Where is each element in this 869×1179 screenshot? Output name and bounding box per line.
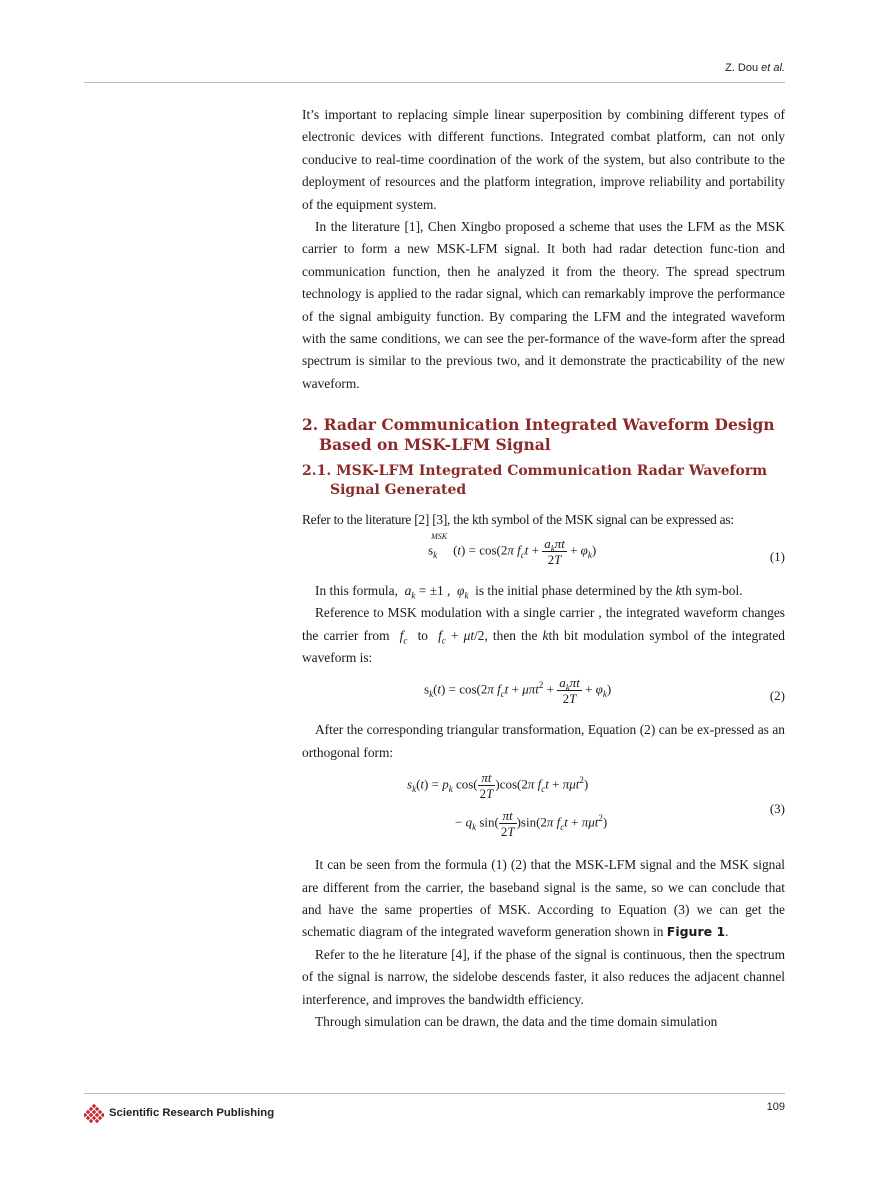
paragraph: Refer to the literature [2] [3], the kth symbol of the MSK signal can be expressed as: bbox=[302, 512, 734, 528]
header-author: Z. Dou et al. bbox=[725, 62, 785, 74]
equation-number: (2) bbox=[769, 688, 785, 704]
paragraph: Through simulation can be drawn, the data and the time domain simulation bbox=[315, 1013, 718, 1029]
paragraph: Reference to MSK modulation with a single carrier , the integrated waveform changes the carrier from $f_c$ to $f_c + \mu t/2$, then the kth bit modulation symbol of the integrated waveform is: bbox=[302, 605, 785, 665]
main-column bbox=[302, 104, 785, 1033]
equation-body: $s_k(t) = \cos(2\pi$ $f_ct + \mu\pi t^2$ + $\frac{a_k\pi t}{2T}$ + $\varphi_k$) bbox=[424, 675, 612, 707]
paragraph: It can be seen from the formula (1) (2) that the MSK-LFM signal and the MSK signal are different from the carrier, the baseband signal is the same, so we can conclude that and have the same properties of MSK. According to Equation (3) we can get the schematic diagram of the integrated waveform generation shown in Figure 1. bbox=[302, 857, 785, 940]
subsection-heading: 2.1. MSK-LFM Integrated Communication Radar Waveform Signal Generated bbox=[302, 463, 768, 499]
equation-body: $s_k(t) = p_k$ cos( $\frac{\pi t}{2T}$ )cos(2π $f_ct + \pi\mu t^2$) bbox=[407, 770, 589, 802]
header-divider bbox=[84, 82, 785, 83]
paragraph: In the literature [1], Chen Xingbo proposed a scheme that uses the LFM as the MSK carrier to form a new MSK-LFM signal. It both had radar detection func-tion and communication function, then he analyzed it from the theory. The spread spectrum technology is applied to the radar signal, which can remarkably improve the performance of the signal ambiguity function. By comparing the LFM and the integrated waveform with the same conditions, we can see the per-formance of the wave-form after the spread spectrum is similar to the previous two, and it demonstrate the practicability of the new waveform. bbox=[302, 219, 785, 391]
equation-number: (1) bbox=[769, 548, 785, 564]
equation-body: $s_k^{MSK}(t) = \cos(2\pi$ $f_ct$ + $\frac{a_k\pi t}{2T}$ + $\varphi_k$) bbox=[428, 531, 597, 567]
equation-3 bbox=[302, 764, 785, 848]
scirp-logo-icon bbox=[84, 1104, 104, 1124]
equation-body: − $q_k$ sin( $\frac{\pi t}{2T}$ )sin(2π $f_ct + \pi\mu t^2$) bbox=[455, 808, 608, 840]
equation-number: (3) bbox=[769, 801, 785, 817]
page-number: 109 bbox=[766, 1101, 785, 1113]
equation-2 bbox=[302, 669, 785, 719]
section-heading: 2. Radar Communication Integrated Waveform Design Based on MSK-LFM Signal bbox=[302, 415, 775, 455]
footer-divider bbox=[84, 1093, 785, 1094]
paragraph: Refer to the he literature [4], if the phase of the signal is continuous, then the spectrum of the signal is narrow, the sidelobe descends faster, it also reduces the adjacent channel interference, and improves the bandwidth efficiency. bbox=[302, 946, 785, 1007]
figure-link[interactable]: Figure 1 bbox=[666, 924, 726, 940]
publisher-name: Scientific Research Publishing bbox=[109, 1107, 275, 1119]
equation-1 bbox=[302, 532, 785, 580]
paragraph: After the corresponding triangular transformation, Equation (2) can be ex-pressed as an orthogonal form: bbox=[302, 722, 785, 760]
paragraph: It’s important to replacing simple linear superposition by combining different types of electronic devices with different functions. Integrated combat platform, can not only conducive to real-time coordination of the work of the system, but also contribute to the deployment of resources and the platform integration, improve reliability and portability of the equipment system. bbox=[302, 107, 785, 212]
paragraph: In this formula, $a_k = \pm 1$ , $\varphi_k$ is the initial phase determined by the kth sym-bol. bbox=[315, 582, 743, 601]
